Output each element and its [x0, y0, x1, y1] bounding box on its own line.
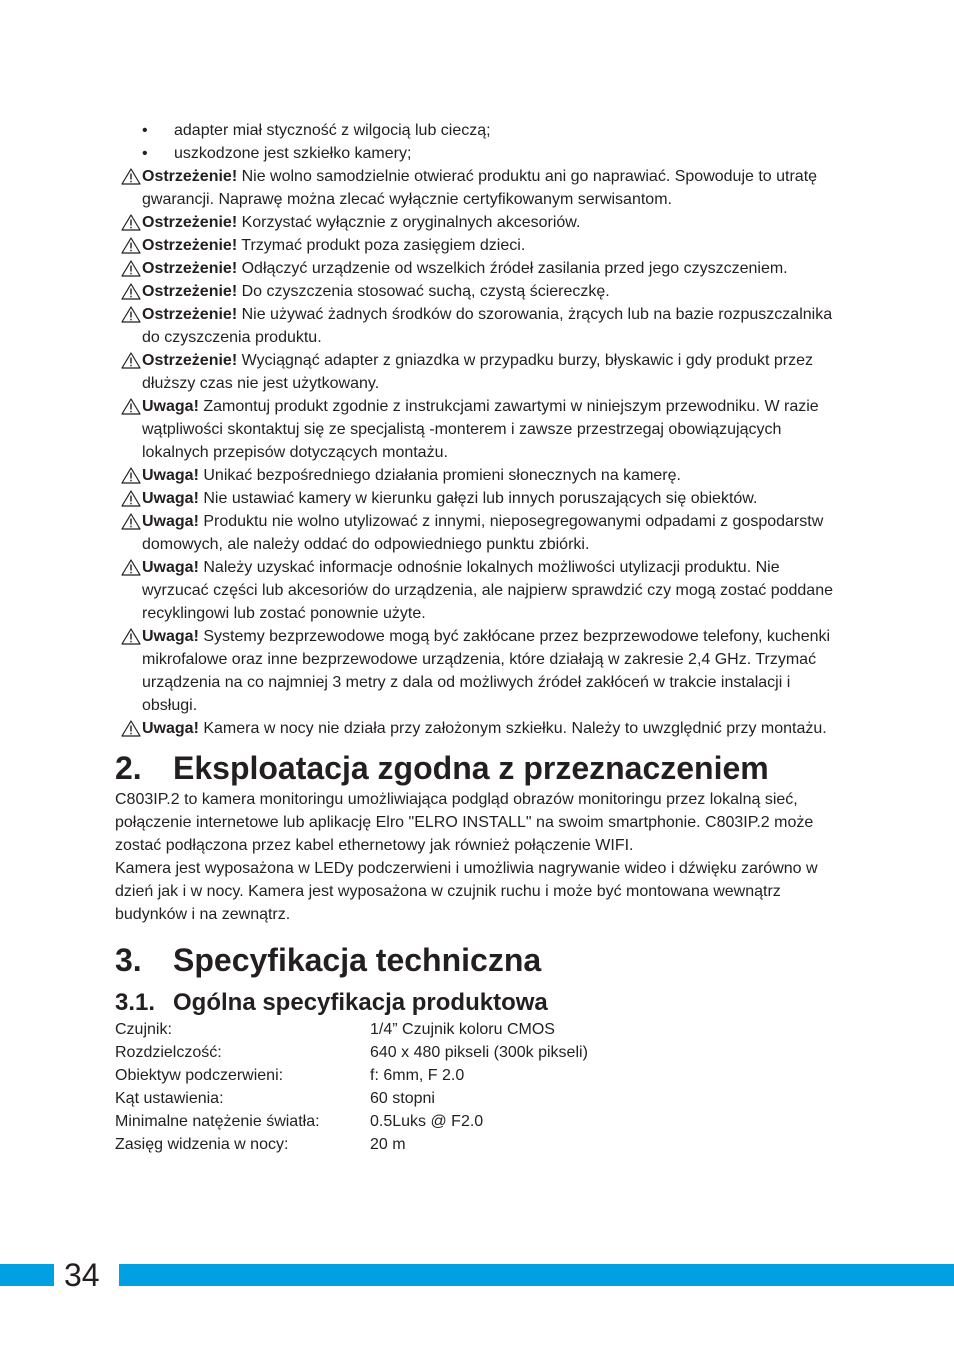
list-item: • adapter miał styczność z wilgocią lub cieczą;: [115, 119, 845, 142]
table-row: [115, 1018, 588, 1041]
spec-value: 0.5Luks @ F2.0: [370, 1113, 484, 1130]
warning-triangle-icon: [121, 720, 141, 737]
bullet-dot: •: [142, 145, 148, 162]
warning-label: Ostrzeżenie!: [142, 214, 238, 231]
warning-triangle-icon: [121, 628, 141, 645]
warning-item: [115, 487, 845, 510]
spec-value: 60 stopni: [370, 1090, 435, 1107]
spec-key: Zasięg widzenia w nocy:: [115, 1136, 289, 1153]
spec-value: 20 m: [370, 1136, 406, 1153]
page-footer: [0, 1257, 954, 1293]
warning-item: [115, 510, 845, 556]
warning-item: [115, 234, 845, 257]
warning-label: Ostrzeżenie!: [142, 283, 238, 300]
warning-label: Uwaga!: [142, 490, 199, 507]
page-number: 34: [64, 1257, 100, 1293]
list-item: • uszkodzone jest szkiełko kamery;: [115, 142, 845, 165]
table-row: [115, 1041, 588, 1064]
spec-key: Minimalne natężenie światła:: [115, 1113, 320, 1130]
section-heading: 3. Specyfikacja techniczna: [115, 942, 542, 978]
subsection-heading: 3.1. Ogólna specyfikacja produktowa: [115, 989, 548, 1016]
page-content: [115, 119, 845, 1156]
warning-triangle-icon: [121, 398, 141, 415]
warning-text: Wyciągnąć adapter z gniazdka w przypadku burzy, błyskawic i gdy produkt przez dłuższy czas nie jest użytkowany.: [142, 352, 813, 392]
warning-label: Ostrzeżenie!: [142, 168, 238, 185]
warning-triangle-icon: [121, 168, 141, 185]
warning-text: Do czyszczenia stosować suchą, czystą ściereczkę.: [241, 283, 610, 300]
warning-label: Uwaga!: [142, 398, 199, 415]
bullet-list: [115, 119, 845, 165]
paragraph: Kamera jest wyposażona w LEDy podczerwieni i umożliwia nagrywanie wideo i dźwięku zarówno w dzień jak i w nocy. Kamera jest wyposażona w czujnik ruchu i może być montowana wewnątrz budynków i na zewnątrz.: [115, 860, 818, 923]
warnings-list: [115, 165, 845, 740]
warning-item: [115, 165, 845, 211]
warning-triangle-icon: [121, 306, 141, 323]
warning-item: [115, 211, 845, 234]
warning-label: Uwaga!: [142, 628, 199, 645]
warning-triangle-icon: [121, 214, 141, 231]
warning-text: Trzymać produkt poza zasięgiem dzieci.: [241, 237, 526, 254]
warning-label: Ostrzeżenie!: [142, 306, 238, 323]
footer-bar-right: [119, 1264, 954, 1286]
warning-triangle-icon: [121, 237, 141, 254]
warning-item: [115, 625, 845, 717]
table-row: [115, 1087, 588, 1110]
warning-triangle-icon: [121, 352, 141, 369]
warning-text: Nie wolno samodzielnie otwierać produktu ani go naprawiać. Spowoduje to utratę gwarancji. Naprawę można zlecać wyłącznie certyfikowanym serwisantom.: [142, 168, 818, 208]
spec-value: f: 6mm, F 2.0: [370, 1067, 465, 1084]
warning-label: Ostrzeżenie!: [142, 352, 238, 369]
warning-label: Ostrzeżenie!: [142, 260, 238, 277]
spec-table: [115, 1018, 588, 1156]
warning-item: [115, 556, 845, 625]
warning-text: Odłączyć urządzenie od wszelkich źródeł zasilania przed jego czyszczeniem.: [241, 260, 788, 277]
spec-value: 1/4” Czujnik koloru CMOS: [370, 1021, 555, 1038]
warning-label: Uwaga!: [142, 513, 199, 530]
table-row: [115, 1110, 588, 1133]
spec-key: Kąt ustawienia:: [115, 1090, 224, 1107]
spec-key: Obiektyw podczerwieni:: [115, 1067, 284, 1084]
bullet-dot: •: [142, 122, 148, 139]
warning-text: Nie używać żadnych środków do szorowania, żrących lub na bazie rozpuszczalnika do czyszczenia produktu.: [142, 306, 833, 346]
warning-triangle-icon: [121, 490, 141, 507]
warning-item: [115, 395, 845, 464]
warning-item: [115, 303, 845, 349]
section-heading: 2. Eksploatacja zgodna z przeznaczeniem: [115, 750, 769, 786]
warning-label: Uwaga!: [142, 559, 199, 576]
warning-text: Korzystać wyłącznie z oryginalnych akcesoriów.: [241, 214, 581, 231]
warning-item: [115, 280, 845, 303]
warning-triangle-icon: [121, 283, 141, 300]
table-row: [115, 1133, 588, 1156]
warning-label: Ostrzeżenie!: [142, 237, 238, 254]
warning-text: Systemy bezprzewodowe mogą być zakłócane przez bezprzewodowe telefony, kuchenki mikrofalowe oraz inne bezprzewodowe urządzenia, które działają w zakresie 2,4 GHz. Trzymać urządzenia na co najmniej 3 metry z dala od możliwych źródeł zakłóceń w trakcie instalacji i obsługi.: [142, 628, 831, 714]
spec-value: 640 x 480 pikseli (300k pikseli): [370, 1044, 588, 1061]
warning-triangle-icon: [121, 559, 141, 576]
warning-item: [115, 257, 845, 280]
table-row: [115, 1064, 588, 1087]
warning-label: Uwaga!: [142, 467, 199, 484]
warning-text: Należy uzyskać informacje odnośnie lokalnych możliwości utylizacji produktu. Nie wyrzucać części lub akcesoriów do urządzenia, ale najpierw sprawdzić czy mogą zostać poddane recyklingowi lub zostać ponownie użyte.: [142, 559, 833, 622]
warning-triangle-icon: [121, 467, 141, 484]
footer-bar-left: [0, 1264, 54, 1286]
warning-triangle-icon: [121, 513, 141, 530]
warning-triangle-icon: [121, 260, 141, 277]
warning-text: Unikać bezpośredniego działania promieni słonecznych na kamerę.: [203, 467, 681, 484]
paragraph: C803IP.2 to kamera monitoringu umożliwiająca podgląd obrazów monitoringu przez lokalną sieć, połączenie internetowe lub aplikację Elro "ELRO INSTALL" na swoim smartphonie. C803IP.2 może zostać podłączona przez kabel ethernetowy jak również połączenie WIFI.: [115, 791, 814, 854]
warning-item: [115, 717, 845, 740]
warning-text: Produktu nie wolno utylizować z innymi, nieposegregowanymi odpadami z gospodarstw domowych, ale należy oddać do odpowiedniego punktu zbiórki.: [142, 513, 824, 553]
spec-key: Czujnik:: [115, 1021, 172, 1038]
warning-text: Nie ustawiać kamery w kierunku gałęzi lub innych poruszających się obiektów.: [203, 490, 758, 507]
spec-key: Rozdzielczość:: [115, 1044, 222, 1061]
warning-text: Kamera w nocy nie działa przy założonym szkiełku. Należy to uwzględnić przy montażu.: [203, 720, 827, 737]
warning-item: [115, 464, 845, 487]
warning-item: [115, 349, 845, 395]
warning-text: Zamontuj produkt zgodnie z instrukcjami zawartymi w niniejszym przewodniku. W razie wątpliwości skontaktuj się ze specjalistą -monterem i zawsze przestrzegaj obowiązujących lokalnych przepisów dotyczących montażu.: [142, 398, 819, 461]
warning-label: Uwaga!: [142, 720, 199, 737]
